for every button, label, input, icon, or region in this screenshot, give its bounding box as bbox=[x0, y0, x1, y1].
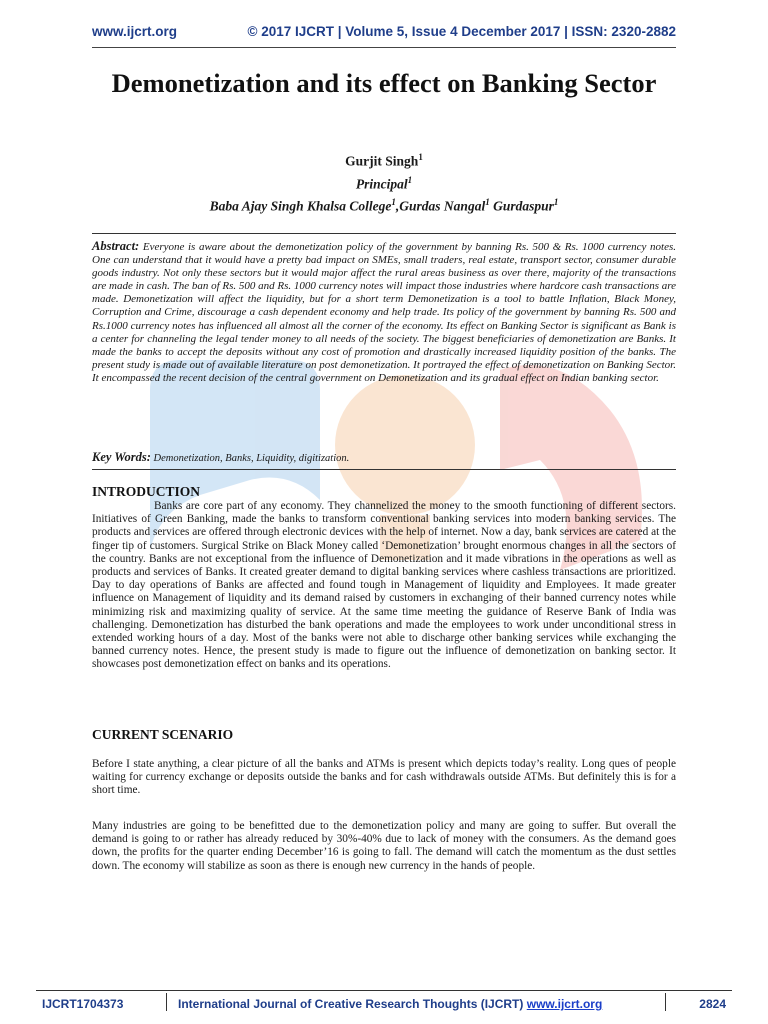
abstract-paragraph bbox=[92, 240, 676, 385]
running-header bbox=[92, 24, 676, 44]
introduction-paragraph: Banks are core part of any economy. They channelized the money to the smooth functioning of different sectors. Initiatives of Green Banking, made the banks to transform conventional banking services into modern banking services. The products and services are offered through electronic devices with the help of internet. Now a day, bank services are catered at the finger tip of customers. Surgical Strike on Black Money called ‘Demonetization’ brought enormous changes in all the sectors of the country. Banks are not exceptional from the influence of Demonetization and it made vibrations in the operations as well as products and services of Banks. It created greater demand to digital banking services where cashless transactions are prioritized. Day to day operations of Banks are affected and found tough in Management of liquidity and Employees. It made greater influence on Management of liquidity and its demand raised by customers in exchanging of their banned currency notes while minimizing risk and maximizing quality of service. At the same time meeting the guidance of Reserve Bank of India was challenging. Demonetization has disturbed the bank operations and made the employees to work under unconditional stress in extended working hours of a day. Most of the banks were not able to discharge other banking services while exchanging the banned currency notes. Hence, the present study is made to figure out the influence of demonetization on banking sector. It showcases post demonetization effect on banks and its operations. bbox=[92, 500, 676, 671]
header-divider bbox=[92, 47, 676, 48]
keywords-text: Demonetization, Banks, Liquidity, digitization. bbox=[150, 453, 350, 464]
footer-journal-link[interactable]: www.ijcrt.org bbox=[526, 997, 603, 1011]
author-affiliation bbox=[0, 197, 768, 215]
journal-issue-info: © 2017 IJCRT | Volume 5, Issue 4 December 2017 | ISSN: 2320-2882 bbox=[247, 24, 676, 39]
paper-id: IJCRT1704373 bbox=[42, 997, 124, 1011]
paper-title: Demonetization and its effect on Banking Sector bbox=[111, 68, 657, 98]
author-affiliation-marker: 1 bbox=[418, 152, 423, 162]
footer-separator-right bbox=[665, 993, 666, 1011]
author-name-text: Gurjit Singh bbox=[345, 153, 419, 169]
affiliation-college: Baba Ajay Singh Khalsa College bbox=[209, 198, 392, 214]
affiliation-marker-1: 1 bbox=[391, 197, 396, 207]
current-scenario-heading: CURRENT SCENARIO bbox=[92, 727, 234, 742]
author-role-text: Principal bbox=[355, 176, 408, 192]
footer-separator-left bbox=[166, 993, 167, 1011]
footer-divider bbox=[36, 990, 732, 991]
keywords-line bbox=[92, 450, 676, 465]
author-name bbox=[0, 152, 768, 170]
abstract-section bbox=[92, 233, 676, 470]
affiliation-marker-2: 1 bbox=[485, 197, 490, 207]
introduction-heading: INTRODUCTION bbox=[92, 484, 201, 499]
footer-journal-name bbox=[178, 997, 602, 1011]
journal-url[interactable]: www.ijcrt.org bbox=[92, 24, 178, 39]
author-role bbox=[0, 175, 768, 193]
affiliation-place-1: ,Gurdas Nangal bbox=[395, 198, 486, 214]
page-number: 2824 bbox=[699, 997, 726, 1011]
abstract-label: Abstract: bbox=[92, 239, 140, 253]
current-scenario-paragraph-2: Many industries are going to be benefitted due to the demonetization policy and many are going to suffer. But overall the demand is going to or rather has already reduced by 30%-40% due to lack of money with the consumers. As the demand goes down, the profits for the quarter ending December’16 is going to fall. The demand will catch the momentum as the dust settles down. The economy will stabilize as soon as there is enough new currency in the hands of people. bbox=[92, 820, 676, 872]
keywords-label: Key Words: bbox=[92, 450, 151, 464]
page-footer bbox=[36, 997, 732, 1017]
affiliation-marker-3: 1 bbox=[553, 197, 559, 207]
abstract-text: Everyone is aware about the demonetization policy of the government by banning Rs. 500 & Rs. 1000 currency notes. One can understand that it would have a pretty bad impact on SMEs, small traders, real estate, transport sector, consumer durable goods industry. Not only these sectors but it would major affect the rural areas business as over there, majority of the transactions are made in cash. The ban of Rs. 500 and Rs. 1000 currency notes will impact those industries where hardcore cash transactions are made. Demonetization will affect the liquidity, but for a short term Demonetization is a tool to battle Inflation, Black Money, Corruption and Crime, discourage a cash dependent economy and help trade. Its policy of the government by banning Rs. 500 and Rs.1000 currency notes has influenced all almost all the corner of the economy. Its effect on Banking Sector is significant as Bank is a center for channeling the legal tender money to all needs of the society. The biggest beneficiaries of demonetization are Banks. It made the banks to accept the deposits without any cost of promotion and drastically increased liquidity position of the banks. The present study is made out of available literature on post demonetization. It portrayed the effect of demonetization on Banking Sector. It encompassed the recent decision of the central government on Demonetization and its gradual effect on Indian banking sector. bbox=[92, 241, 676, 384]
affiliation-place-2: Gurdaspur bbox=[489, 198, 554, 214]
current-scenario-paragraph-1: Before I state anything, a clear picture of all the banks and ATMs is present which depicts today’s reality. Long ques of people waiting for currency exchange or deposits outside the banks and for cash withdrawals outside ATMs. But definitely this is for a short time. bbox=[92, 758, 676, 797]
role-affiliation-marker: 1 bbox=[407, 175, 413, 185]
footer-journal-title: International Journal of Creative Research Thoughts (IJCRT) bbox=[178, 997, 527, 1011]
